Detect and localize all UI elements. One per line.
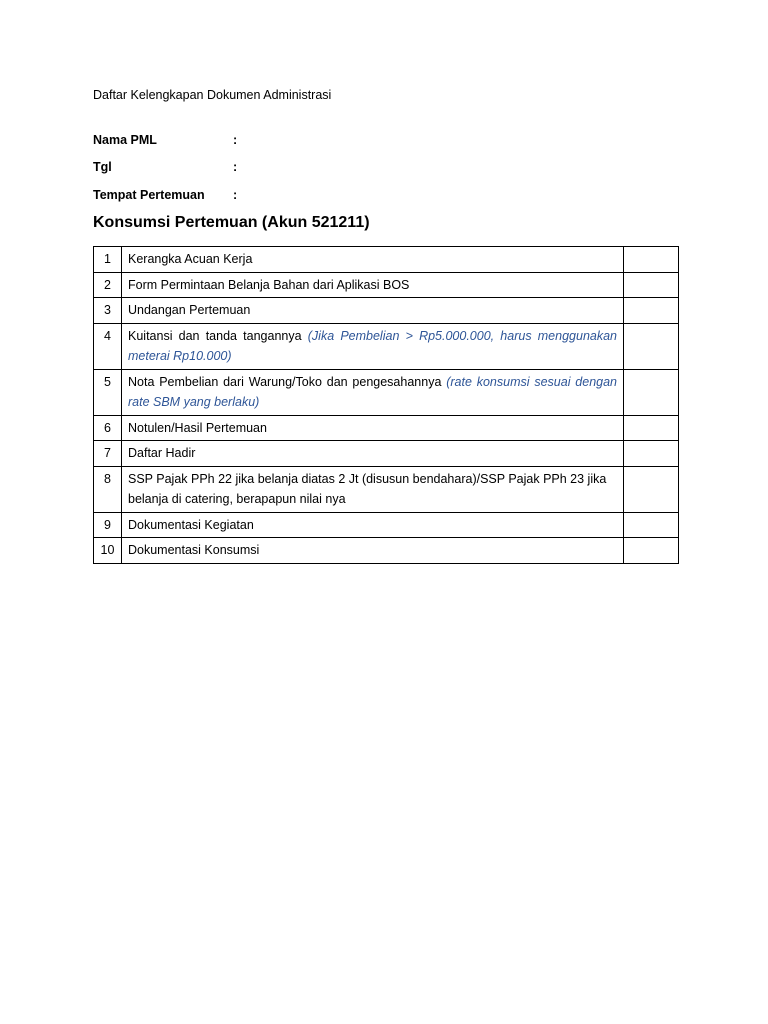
table-row	[94, 298, 679, 324]
table-row	[94, 369, 679, 415]
row-text: Undangan Pertemuan	[128, 303, 251, 317]
row-number: 8	[94, 466, 122, 512]
row-text: Daftar Hadir	[128, 446, 196, 460]
table-row	[94, 441, 679, 467]
row-number: 7	[94, 441, 122, 467]
row-item	[122, 415, 624, 441]
row-item	[122, 538, 624, 564]
check-cell[interactable]	[624, 247, 679, 273]
row-item	[122, 512, 624, 538]
field-colon: :	[233, 133, 238, 147]
row-item	[122, 247, 624, 273]
table-row	[94, 272, 679, 298]
table-row	[94, 466, 679, 512]
check-cell[interactable]	[624, 272, 679, 298]
table-row	[94, 247, 679, 273]
row-number: 9	[94, 512, 122, 538]
row-item	[122, 323, 624, 369]
row-note: (Jika Pembelian > Rp5.000.000, harus menggunakan meterai Rp10.000)	[128, 328, 617, 363]
row-text: Nota Pembelian dari Warung/Toko dan pengesahannya	[128, 374, 447, 389]
row-item	[122, 298, 624, 324]
table-row	[94, 415, 679, 441]
field-label: Nama PML	[93, 133, 157, 147]
check-cell[interactable]	[624, 298, 679, 324]
row-number: 4	[94, 323, 122, 369]
row-text: Form Permintaan Belanja Bahan dari Aplikasi BOS	[128, 277, 410, 292]
check-cell[interactable]	[624, 512, 679, 538]
row-number: 5	[94, 369, 122, 415]
row-number: 3	[94, 298, 122, 324]
field-nama-pml	[93, 133, 237, 147]
field-colon: :	[233, 160, 238, 174]
document-title: Daftar Kelengkapan Dokumen Administrasi	[93, 88, 332, 102]
section-title: Konsumsi Pertemuan (Akun 521211)	[93, 214, 370, 231]
field-tgl	[93, 160, 237, 174]
check-cell[interactable]	[624, 466, 679, 512]
row-text: Kuitansi dan tanda tangannya	[128, 328, 308, 343]
field-colon: :	[233, 188, 238, 202]
table-row	[94, 512, 679, 538]
field-label: Tempat Pertemuan	[93, 188, 205, 202]
table-row	[94, 323, 679, 369]
row-item	[122, 441, 624, 467]
row-number: 10	[94, 538, 122, 564]
check-cell[interactable]	[624, 323, 679, 369]
row-text: Kerangka Acuan Kerja	[128, 252, 253, 266]
row-text: SSP Pajak PPh 22 jika belanja diatas 2 Jt (disusun bendahara)/SSP Pajak PPh 23 jika belanja di catering, berapapun nilai nya	[128, 471, 607, 506]
row-text: Notulen/Hasil Pertemuan	[128, 420, 267, 435]
check-cell[interactable]	[624, 441, 679, 467]
check-cell[interactable]	[624, 415, 679, 441]
row-text: Dokumentasi Konsumsi	[128, 543, 260, 557]
row-number: 2	[94, 272, 122, 298]
check-cell[interactable]	[624, 538, 679, 564]
row-item	[122, 272, 624, 298]
row-number: 1	[94, 247, 122, 273]
row-item	[122, 369, 624, 415]
table-row	[94, 538, 679, 564]
row-item	[122, 466, 624, 512]
checklist-table	[93, 246, 679, 564]
field-label: Tgl	[93, 160, 112, 174]
row-text: Dokumentasi Kegiatan	[128, 517, 254, 532]
row-note: (rate konsumsi sesuai dengan rate SBM yang berlaku)	[128, 374, 618, 409]
check-cell[interactable]	[624, 369, 679, 415]
row-number: 6	[94, 415, 122, 441]
field-tempat-pertemuan	[93, 188, 237, 202]
